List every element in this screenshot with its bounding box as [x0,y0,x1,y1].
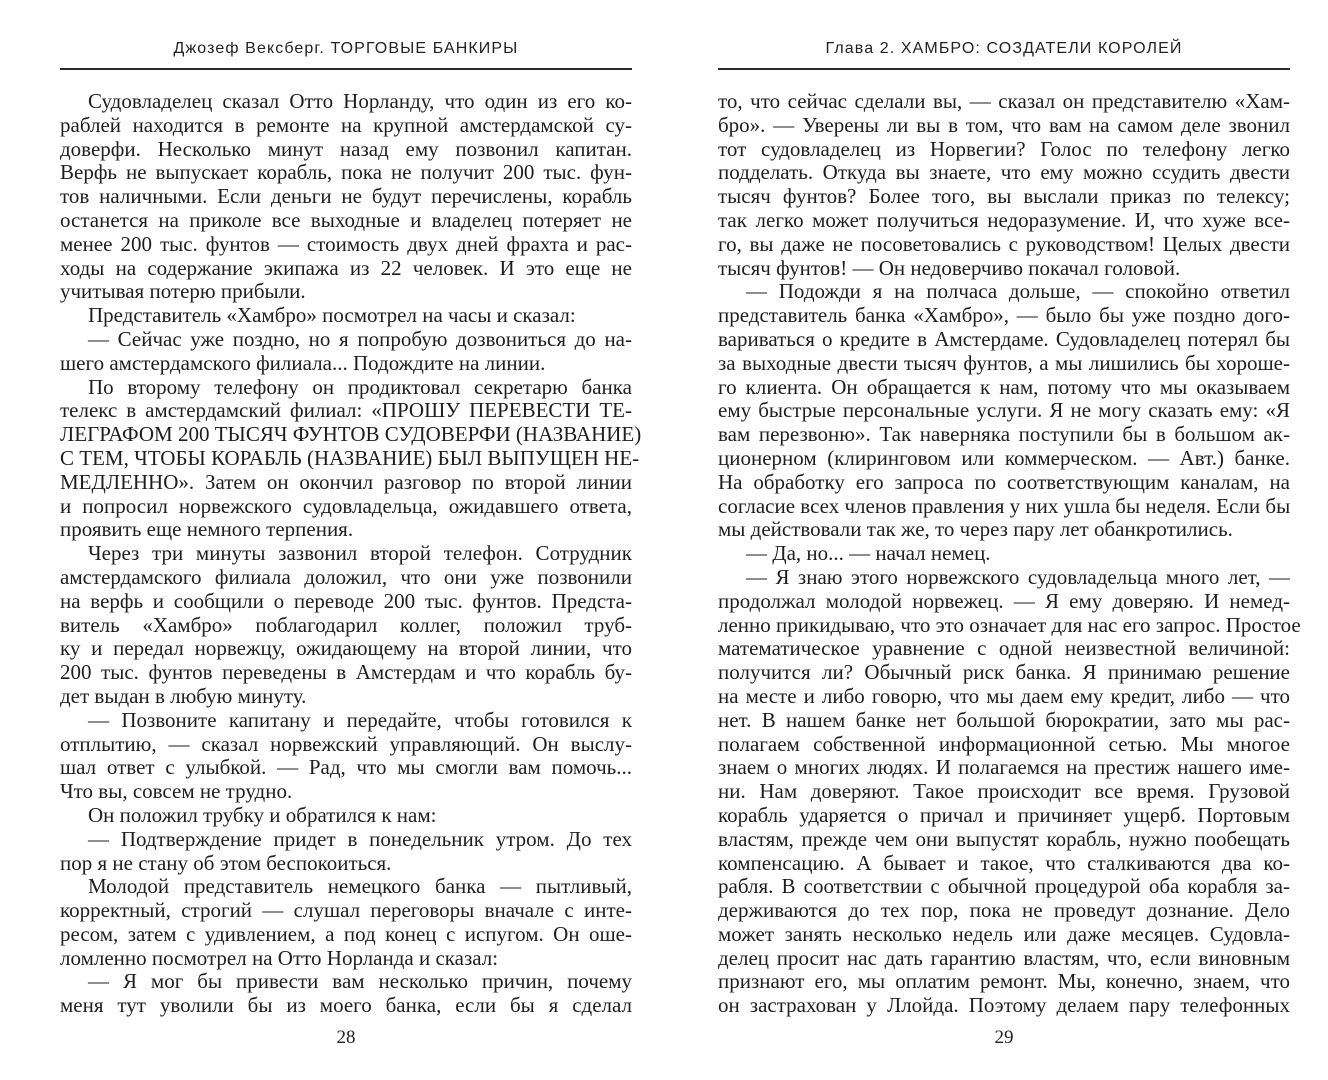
running-head: Глава 2. ХАМБРО: СОЗДАТЕЛИ КОРОЛЕЙ [825,40,1183,57]
text-line: ему быстрые персональные услуги. Я не могу сказать ему: «Я [718,398,1290,423]
text-line: ку и передал норвежцу, ожидающему на второй линии, что [60,636,632,661]
text-line: мы действовали так же, то через пару лет обанкротились. [718,517,1233,542]
text-line: го клиента. Он обращается к нам, потому что мы оказываем [718,374,1290,399]
text-line: По второму телефону он продиктовал секретарю банка [88,374,632,399]
text-line: 200 тыс. фунтов переведены в Амстердам и что корабль бу- [60,660,632,685]
text-line: раблей находится в ремонте на крупной амстердамской су- [60,112,632,137]
text-line: тысяч фунтов? Более того, вы выслали приказ по телексу; [718,184,1290,209]
text-line: тов наличными. Если деньги не будут перечислены, корабль [60,184,632,209]
text-line: останется на приколе все выходные и владелец потеряет не [60,207,632,232]
page-number: 28 [336,1027,356,1048]
text-line: рабля. В соответствии с обычной процедурой оба корабля за- [718,874,1290,899]
text-line: держиваются до тех пор, пока не проведут дознание. Дело [718,898,1290,923]
text-line: амстердамского филиала доложил, что они уже позвонили [60,564,632,589]
text-line: так легко может получиться недоразумение. И, что хуже все- [718,207,1290,232]
text-line: полагаем собственной информационной сетью. Мы многое [718,731,1290,756]
text-line: го, вы даже не посоветовались с руководством! Целых двести [718,231,1290,256]
text-line: пор я не стану об этом беспокоиться. [60,850,392,875]
text-line: корабль ударяется о причал и причиняет ущерб. Портовым [718,802,1290,827]
text-line: проявить еще немного терпения. [60,517,354,542]
text-line: МЕДЛЕННО». Затем он окончил разговор по второй линии [60,469,632,494]
text-line: он застрахован у Ллойда. Поэтому делаем пару телефонных [718,993,1290,1018]
text-line: тысяч фунтов! — Он недоверчиво покачал головой. [718,255,1181,280]
text-line: учитывая потерю прибыли. [60,279,306,304]
text-line: витель «Хамбро» поблагодарил коллег, положил труб- [60,612,632,637]
header-rule [718,68,1290,70]
running-head: Джозеф Вексберг. ТОРГОВЫЕ БАНКИРЫ [173,40,519,57]
text-line: математическое уравнение с одной неизвестной величиной: [718,636,1290,661]
text-line: продолжал молодой норвежец. — Я ему доверяю. И немед- [718,588,1290,613]
text-line: согласие всех членов правления у них ушла бы неделя. Если бы [718,493,1291,518]
text-line: ленно прикидываю, что это означает для нас его запрос. Простое [718,612,1301,637]
text-line: получится ли? Обычный риск банка. Я принимаю решение [718,660,1290,685]
text-line: — Сейчас уже поздно, но я попробую дозвониться до на- [88,326,632,351]
text-line: корректный, строгий — слушал переговоры вначале с инте- [60,898,632,923]
text-line: Что вы, совсем не трудно. [60,779,293,804]
text-line: отплытию, — сказал норвежский управляющий. Он выслу- [60,731,632,756]
text-line: властям, прежде чем они выпустят корабль, нужно пообещать [718,826,1290,851]
text-line: Через три минуты зазвонил второй телефон. Сотрудник [88,541,632,566]
text-line: Он положил трубку и обратился к нам: [88,802,437,827]
text-line: меня тут уволили бы из моего банка, если бы я сделал [60,993,632,1018]
text-line: то, что сейчас сделали вы, — сказал он представителю «Хам- [718,89,1290,113]
text-line: доверфи. Несколько минут назад ему позвонил капитан. [60,136,632,161]
text-line: нет. В нашем банке нет большой бюрократии, зато мы рас- [718,707,1290,732]
header-rule [60,68,632,70]
text-line: Представитель «Хамбро» посмотрел на часы и сказал: [88,303,576,328]
text-line: ресом, затем с удивлением, а под конец с испугом. Он оше- [60,921,632,946]
text-line: — Подожди я на полчаса дольше, — спокойно ответил [746,279,1290,304]
text-line: телекс в амстердамский филиал: «ПРОШУ ПЕРЕВЕСТИ ТЕ- [60,398,632,423]
text-line: ЛЕГРАФОМ 200 ТЫСЯЧ ФУНТОВ СУДОВЕРФИ (НАЗВАНИЕ) [60,422,642,447]
left-page [60,0,642,1080]
text-line: на верфь и сообщили о переводе 200 тыс. фунтов. Предста- [60,588,632,613]
text-line: на месте и либо говорю, что мы даем ему кредит, либо — что [718,683,1290,708]
text-line: Молодой представитель немецкого банка — пытливый, [88,874,632,899]
text-line: — Я знаю этого норвежского судовладельца много лет, — [746,564,1290,589]
text-line: бро». — Уверены ли вы в том, что вам на самом деле звонил [718,112,1290,137]
text-line: ходы на содержание экипажа из 22 человек. И это еще не [60,255,632,280]
text-line: вам перезвоню». Так наверняка поступили бы в большом ак- [718,422,1290,447]
text-line: может занять несколько недель или даже месяцев. Судовла- [718,921,1290,946]
text-line: ни. Нам доверяют. Такое происходит все время. Грузовой [718,779,1290,804]
text-line: С ТЕМ, ЧТОБЫ КОРАБЛЬ (НАЗВАНИЕ) БЫЛ ВЫПУЩЕН НЕ- [60,445,640,470]
text-line: ционерном (клиринговом или коммерческом. — Авт.) банке. [718,445,1290,470]
text-line: Судовладелец сказал Отто Норланду, что один из его ко- [88,89,632,113]
page-body [60,89,642,1018]
text-line: тот судовладелец из Норвегии? Голос по телефону легко [718,136,1290,161]
text-line: На обработку его запроса по соответствующим каналам, на [718,469,1290,494]
text-line: — Я мог бы привести вам несколько причин, почему [88,969,632,994]
text-line: признают его, мы оплатим ремонт. Мы, конечно, знаем, что [718,969,1290,994]
text-line: шего амстердамского филиала... Подождите на линии. [60,350,546,375]
text-line: и попросил норвежского судовладельца, ожидавшего ответа, [60,493,632,518]
page-number: 29 [994,1027,1014,1048]
text-line: подделать. Откуда вы знаете, что ему можно ссудить двести [718,160,1290,185]
text-line: за выходные двести тысяч фунтов, а мы лишились бы хороше- [718,350,1290,375]
text-line: дет выдан в любую минуту. [60,683,307,708]
text-line: — Подтверждение придет в понедельник утром. До тех [88,826,632,851]
text-line: представитель банка «Хамбро», — было бы уже поздно дого- [718,303,1290,328]
text-line: шал ответ с улыбкой. — Рад, что мы смогли вам помочь... [60,755,632,780]
text-line: компенсацию. А бывает и такое, что сталкиваются два ко- [718,850,1290,875]
text-line: знаем о многих людях. И полагаемся на престиж нашего име- [718,755,1290,780]
text-line: делец просит нас дать гарантию властям, что, если виновным [718,945,1290,970]
text-line: менее 200 тыс. фунтов — стоимость двух дней фрахта и рас- [60,231,632,256]
text-line: — Да, но... — начал немец. [746,541,991,566]
text-line: вариваться о кредите в Амстердаме. Судовладелец потерял бы [718,326,1290,351]
text-line: ломленно посмотрел на Отто Норланда и сказал: [60,945,499,970]
page-body [718,89,1301,1018]
text-line: — Позвоните капитану и передайте, чтобы готовился к [88,707,632,732]
right-page [718,0,1301,1080]
text-line: Верфь не выпускает корабль, пока не получит 200 тыс. фун- [60,160,632,185]
